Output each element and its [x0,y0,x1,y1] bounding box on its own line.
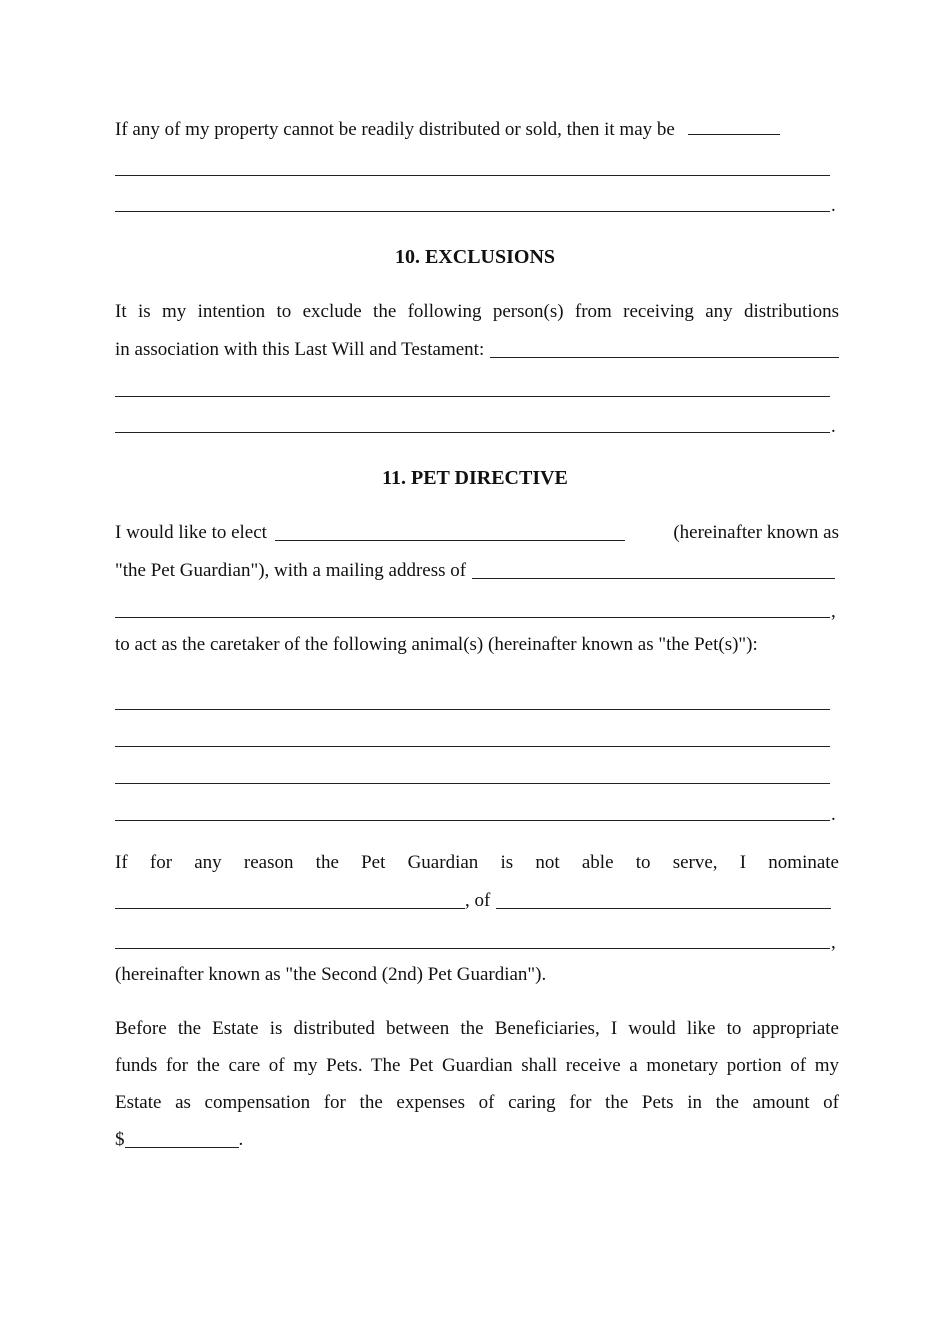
second-pet-guardian-address-blank[interactable] [496,890,831,909]
pet-directive-heading: 11. PET DIRECTIVE [382,467,568,489]
exclusions-blank[interactable] [490,339,839,358]
pet-guardian-name-blank[interactable] [275,522,625,541]
pet-amount-prefix: $ [115,1129,125,1150]
second-guardian-comma: , [831,932,836,953]
residual-period: . [831,195,836,216]
pet-mailing-text: "the Pet Guardian"), with a mailing address of [115,560,467,581]
pets-rule-1[interactable] [115,709,830,710]
second-guardian-address-rule[interactable] [115,948,830,949]
pet-amount-suffix: . [238,1129,244,1150]
pets-rule-3[interactable] [115,783,830,784]
pet-funds-line-2: funds for the care of my Pets. The Pet Guardian shall receive a monetary portion of my [115,1055,839,1076]
second-guardian-line: (hereinafter known as "the Second (2nd) Pet Guardian"). [115,964,547,985]
pet-guardian-address-blank[interactable] [472,560,835,579]
exclusions-heading: 10. EXCLUSIONS [394,246,556,268]
second-pet-guardian-name-blank[interactable] [115,890,465,909]
pet-elect-suffix: (hereinafter known as [673,522,839,543]
residual-rule-2[interactable] [115,211,830,212]
residual-line [115,116,839,142]
pet-funds-line-3: Estate as compensation for the expenses of caring for the Pets in the amount of [115,1092,839,1113]
pet-caretaker-line: to act as the caretaker of the following animal(s) (hereinafter known as "the Pet(s)"): [115,634,758,655]
residual-blank[interactable] [688,116,780,135]
pets-rule-4[interactable] [115,820,830,821]
pet-address-comma: , [831,601,836,622]
pet-amount-blank[interactable] [125,1129,239,1148]
residual-rule-1[interactable] [115,175,830,176]
pet-funds-line-1: Before the Estate is distributed between the Beneficiaries, I would like to appropriate [115,1018,839,1039]
exclusions-line-1: It is my intention to exclude the following person(s) from receiving any distributions [115,301,839,322]
exclusions-period: . [831,416,836,437]
pets-rule-2[interactable] [115,746,830,747]
exclusions-line-2-text: in association with this Last Will and Testament: [115,339,485,360]
exclusions-rule-1[interactable] [115,396,830,397]
pets-period: . [831,804,836,825]
pet-alternate-of: , of [465,890,491,911]
pet-mailing-line [115,559,839,583]
exclusions-rule-2[interactable] [115,432,830,433]
exclusions-line-2 [115,338,839,362]
pet-amount-line [115,1128,839,1152]
pet-elect-line [115,521,839,545]
pet-alternate-line: If for any reason the Pet Guardian is not able to serve, I nominate [115,852,839,873]
pet-address-rule[interactable] [115,617,830,618]
pet-elect-prefix: I would like to elect [115,522,267,543]
residual-text: If any of my property cannot be readily distributed or sold, then it may be [115,119,675,140]
pet-alternate-name-line [115,889,839,913]
